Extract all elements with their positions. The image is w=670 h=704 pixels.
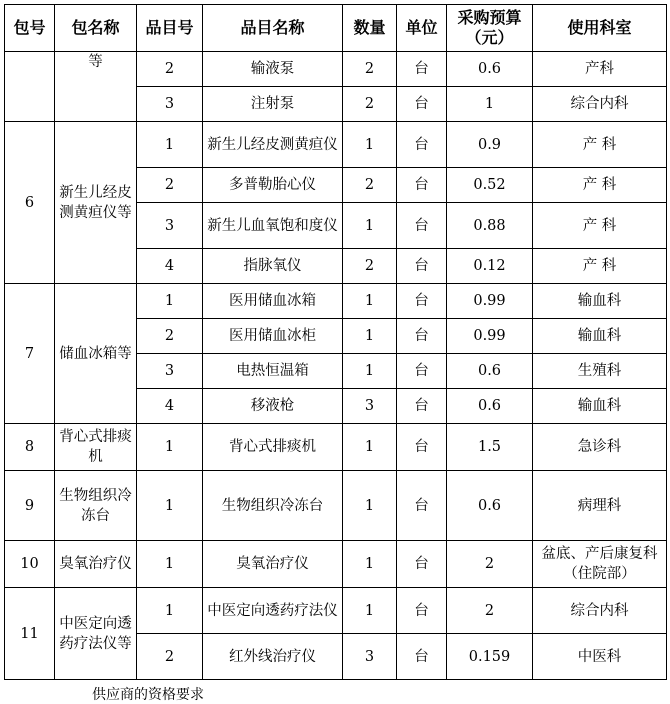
department-cell: 综合内科 [533, 87, 667, 122]
item-no-cell: 4 [137, 249, 203, 284]
item-name-cell: 注射泵 [203, 87, 343, 122]
department-cell: 综合内科 [533, 588, 667, 634]
department-cell: 盆底、产后康复科（住院部） [533, 541, 667, 588]
item-name-cell: 医用储血冰柜 [203, 319, 343, 354]
item-name-cell: 中医定向透药疗法仪 [203, 588, 343, 634]
unit-cell: 台 [397, 203, 447, 249]
unit-cell: 台 [397, 634, 447, 680]
department-cell: 急诊科 [533, 424, 667, 471]
unit-cell: 台 [397, 52, 447, 87]
unit-cell: 台 [397, 471, 447, 541]
item-name-cell: 电热恒温箱 [203, 354, 343, 389]
package-no-cell: 11 [5, 588, 55, 680]
item-name-cell: 医用储血冰箱 [203, 284, 343, 319]
table-row [5, 122, 667, 168]
quantity-cell: 1 [343, 122, 397, 168]
package-no-cell: 8 [5, 424, 55, 471]
budget-cell: 2 [447, 588, 533, 634]
package-no-cell [5, 52, 55, 122]
item-name-cell: 背心式排痰机 [203, 424, 343, 471]
budget-cell: 0.9 [447, 122, 533, 168]
item-name-cell: 输液泵 [203, 52, 343, 87]
item-no-cell: 3 [137, 87, 203, 122]
package-name-cell: 新生儿经皮测黄疸仪等 [55, 122, 137, 284]
quantity-cell: 2 [343, 249, 397, 284]
department-cell: 产科 [533, 52, 667, 87]
unit-cell: 台 [397, 87, 447, 122]
footer-note: 供应商的资格要求 [92, 687, 204, 703]
item-no-cell: 4 [137, 389, 203, 424]
quantity-cell: 2 [343, 52, 397, 87]
table-row [5, 424, 667, 471]
table-row [5, 471, 667, 541]
item-name-cell: 多普勒胎心仪 [203, 168, 343, 203]
budget-cell: 0.52 [447, 168, 533, 203]
item-name-cell: 新生儿血氧饱和度仪 [203, 203, 343, 249]
header-item-name: 品目名称 [203, 5, 343, 52]
package-name-cell: 臭氧治疗仪 [55, 541, 137, 588]
budget-cell: 0.159 [447, 634, 533, 680]
unit-cell: 台 [397, 319, 447, 354]
quantity-cell: 3 [343, 634, 397, 680]
item-no-cell: 1 [137, 588, 203, 634]
budget-cell: 0.12 [447, 249, 533, 284]
item-no-cell: 1 [137, 541, 203, 588]
item-no-cell: 1 [137, 424, 203, 471]
unit-cell: 台 [397, 354, 447, 389]
package-no-cell: 7 [5, 284, 55, 424]
item-name-cell: 生物组织冷冻台 [203, 471, 343, 541]
unit-cell: 台 [397, 424, 447, 471]
quantity-cell: 1 [343, 319, 397, 354]
package-no-cell: 10 [5, 541, 55, 588]
budget-cell: 1.5 [447, 424, 533, 471]
quantity-cell: 1 [343, 424, 397, 471]
department-cell: 产 科 [533, 203, 667, 249]
package-name-cell: 背心式排痰机 [55, 424, 137, 471]
budget-cell: 1 [447, 87, 533, 122]
package-name-cell: 储血冰箱等 [55, 284, 137, 424]
department-cell: 输血科 [533, 284, 667, 319]
item-no-cell: 3 [137, 203, 203, 249]
quantity-cell: 1 [343, 541, 397, 588]
table-row [5, 588, 667, 634]
header-package-name: 包名称 [55, 5, 137, 52]
quantity-cell: 2 [343, 168, 397, 203]
item-name-cell: 红外线治疗仪 [203, 634, 343, 680]
table-row [5, 541, 667, 588]
item-name-cell: 指脉氧仪 [203, 249, 343, 284]
item-no-cell: 2 [137, 52, 203, 87]
header-package-no: 包号 [5, 5, 55, 52]
department-cell: 产 科 [533, 249, 667, 284]
table-row [5, 52, 667, 87]
item-no-cell: 2 [137, 634, 203, 680]
unit-cell: 台 [397, 389, 447, 424]
package-name-cell: 中医定向透药疗法仪等 [55, 588, 137, 680]
department-cell: 生殖科 [533, 354, 667, 389]
quantity-cell: 1 [343, 354, 397, 389]
budget-cell: 0.6 [447, 52, 533, 87]
item-no-cell: 3 [137, 354, 203, 389]
header-item-no: 品目号 [137, 5, 203, 52]
unit-cell: 台 [397, 122, 447, 168]
procurement-table [4, 4, 667, 680]
unit-cell: 台 [397, 588, 447, 634]
header-budget: 采购预算（元） [447, 5, 533, 52]
department-cell: 产 科 [533, 168, 667, 203]
budget-cell: 0.6 [447, 354, 533, 389]
item-no-cell: 1 [137, 471, 203, 541]
package-no-cell: 6 [5, 122, 55, 284]
budget-cell: 2 [447, 541, 533, 588]
header-unit: 单位 [397, 5, 447, 52]
department-cell: 输血科 [533, 389, 667, 424]
table-row [5, 284, 667, 319]
department-cell: 病理科 [533, 471, 667, 541]
budget-cell: 0.88 [447, 203, 533, 249]
item-name-cell: 新生儿经皮测黄疸仪 [203, 122, 343, 168]
department-cell: 中医科 [533, 634, 667, 680]
item-no-cell: 2 [137, 319, 203, 354]
quantity-cell: 1 [343, 471, 397, 541]
item-no-cell: 2 [137, 168, 203, 203]
package-no-cell: 9 [5, 471, 55, 541]
department-cell: 输血科 [533, 319, 667, 354]
department-cell: 产 科 [533, 122, 667, 168]
quantity-cell: 1 [343, 588, 397, 634]
header-department: 使用科室 [533, 5, 667, 52]
budget-cell: 0.99 [447, 319, 533, 354]
unit-cell: 台 [397, 168, 447, 203]
budget-cell: 0.6 [447, 389, 533, 424]
quantity-cell: 1 [343, 203, 397, 249]
item-name-cell: 臭氧治疗仪 [203, 541, 343, 588]
unit-cell: 台 [397, 541, 447, 588]
budget-cell: 0.99 [447, 284, 533, 319]
quantity-cell: 1 [343, 284, 397, 319]
quantity-cell: 3 [343, 389, 397, 424]
quantity-cell: 2 [343, 87, 397, 122]
header-row [5, 5, 667, 52]
unit-cell: 台 [397, 249, 447, 284]
package-name-cell: 生物组织冷冻台 [55, 471, 137, 541]
item-no-cell: 1 [137, 284, 203, 319]
item-no-cell: 1 [137, 122, 203, 168]
package-name-cell: 等 [55, 52, 137, 122]
budget-cell: 0.6 [447, 471, 533, 541]
header-quantity: 数量 [343, 5, 397, 52]
item-name-cell: 移液枪 [203, 389, 343, 424]
unit-cell: 台 [397, 284, 447, 319]
